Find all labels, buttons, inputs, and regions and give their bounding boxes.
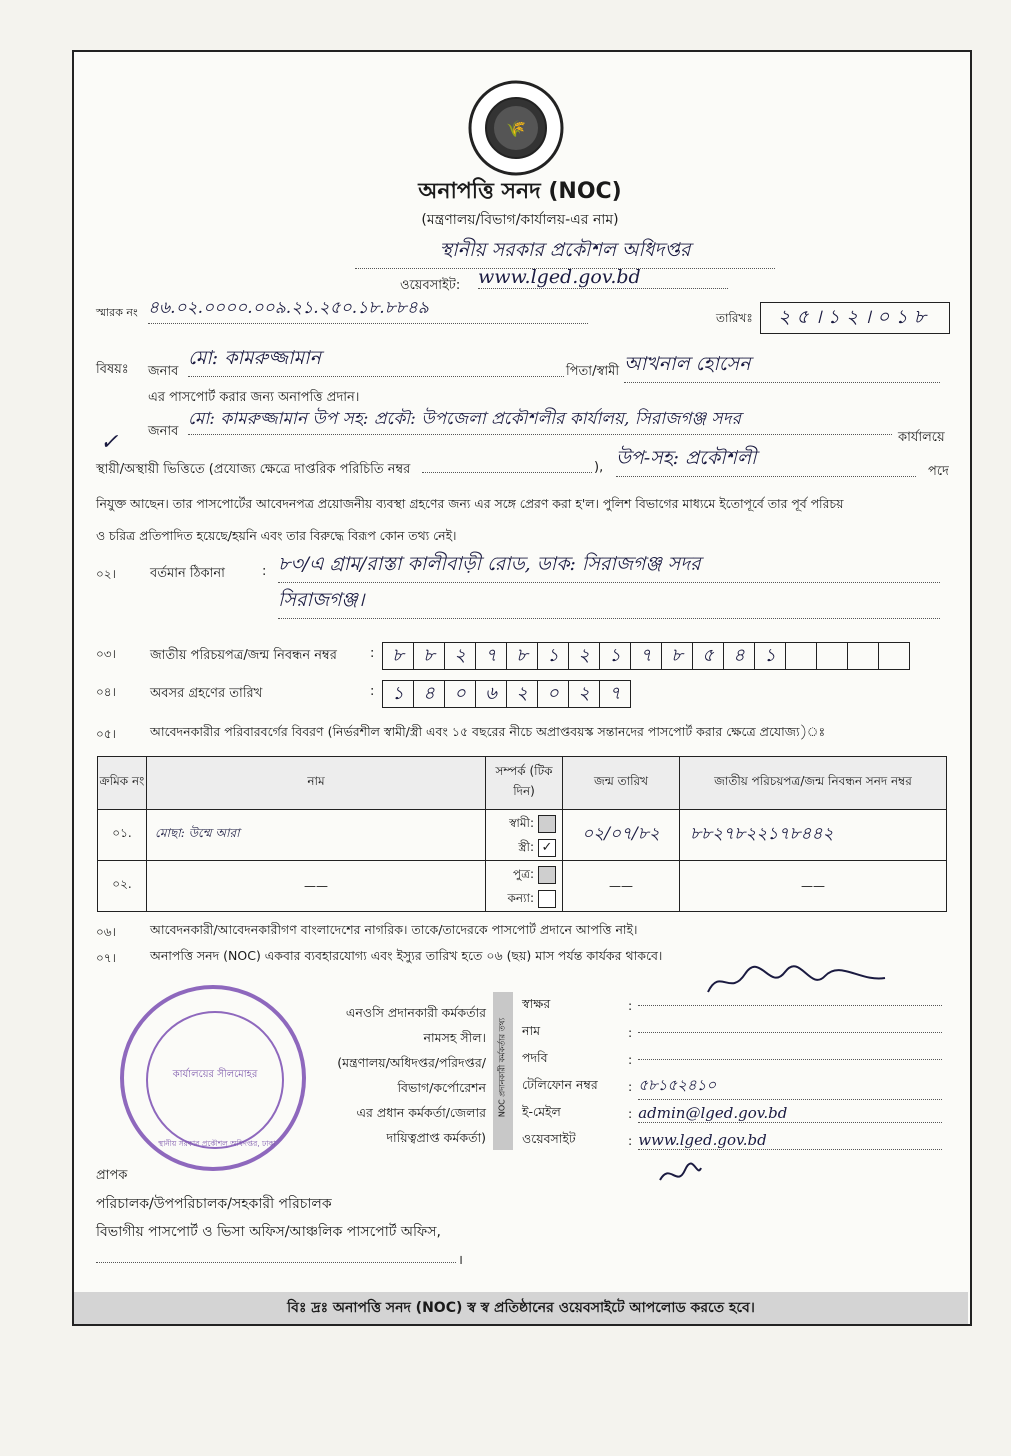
nid-label: জাতীয় পরিচয়পত্র/জন্ম নিবন্ধন নম্বর [150,648,337,663]
colon: : [262,564,267,579]
sig-field-website: ওয়েবসাইট : www.lged.gov.bd [522,1127,942,1154]
checkmark: ✓ [100,430,119,455]
stamp-text: কার্যালয়ের সীলমোহর [172,1069,258,1080]
digit-box: ০ [538,680,569,708]
digit-box: ৭ [476,642,507,670]
subject-name: মো: কামরুজ্জামান [188,344,564,377]
col-name: নাম [147,757,486,810]
col-serial: ক্রমিক নং [98,757,147,810]
digit-box [817,642,848,670]
relation-option: পুত্র: [512,867,534,881]
digit-box: ৭ [631,642,662,670]
subject-mr-label: জনাব [148,364,179,379]
col-dob: জন্ম তারিখ [563,757,680,810]
item-05-number: ০৫। [96,727,116,741]
signatory-description [300,1000,486,1150]
date-value: ২৫।১২।০১৮ [760,302,950,334]
relation-option: কন্যা: [507,891,534,905]
field-label: ই-মেইল [522,1103,561,1119]
family-table [97,756,947,912]
field-value [638,1005,942,1006]
relation-option: স্বামী: [509,816,534,830]
digit-box: ২ [569,680,600,708]
field-value: www.lged.gov.bd [638,1131,942,1150]
sig-field-name: নাম : [522,1019,942,1046]
address-label: বর্তমান ঠিকানা [150,566,225,581]
memo-label: স্মারক নং [96,306,138,319]
sig-desc-line: (মন্ত্রণালয়/অধিদপ্তর/পরিদপ্তর/ [337,1055,486,1070]
footer-note: বিঃ দ্রঃ অনাপত্তি সনদ (NOC) স্ব স্ব প্রতিষ্ঠানের ওয়েবসাইটে আপলোড করতে হবে। [287,1300,755,1316]
relation-checkbox[interactable] [538,815,556,833]
item-02-number: ০২। [96,567,116,581]
row-name: —— [147,861,486,912]
paren-close: ), [594,460,604,475]
nid-digit-boxes [382,642,910,670]
declaration-06: আবেদনকারী/আবেদনকারীগণ বাংলাদেশের নাগরিক। তাকে/তাদেরকে পাসপোর্ট প্রদানে আপত্তি নাই। [150,922,638,937]
retirement-digit-boxes [382,680,631,708]
item-06-number: ০৬। [96,925,116,939]
sig-field-designation: পদবি : [522,1046,942,1073]
relation-checkbox[interactable] [538,890,556,908]
office-name: স্থানীয় সরকার প্রকৌশল অধিদপ্তর [355,236,775,269]
digit-box: ৮ [662,642,693,670]
row-serial: ০১. [98,810,147,861]
item-07-number: ০৭। [96,951,116,965]
address-line2: সিরাজগঞ্জ। [278,586,940,619]
table-row [98,810,947,861]
digit-box: ২ [445,642,476,670]
official-id-blank [422,472,592,473]
website-value: www.lged.gov.bd [478,266,728,289]
field-value: admin@lged.gov.bd [638,1104,942,1123]
recipient-label: প্রাপক [96,1168,128,1183]
digit-box: ৬ [476,680,507,708]
row-nid: ৮৮২৭৮২২১৭৮৪৪২ [680,810,947,861]
svg-text:🌾: 🌾 [506,119,526,138]
table-row [98,861,947,912]
post-suffix: পদে [928,464,949,479]
retirement-label: অবসর গ্রহণের তারিখ [150,686,263,701]
digit-box: ৫ [693,642,724,670]
item-03-number: ০৩। [96,647,116,661]
digit-box: ৮ [507,642,538,670]
row-name: মোছা: উম্মে আরা [147,810,486,861]
field-value [638,1032,942,1033]
row-nid: —— [680,861,947,912]
date-label: তারিখঃ [716,311,753,325]
designation-value: উপ-সহ: প্রকৌশলী [616,444,916,477]
relation-checkbox[interactable] [538,866,556,884]
colon: : [370,684,375,699]
digit-box [848,642,879,670]
field-label: টেলিফোন নম্বর [522,1076,598,1092]
row-serial: ০২. [98,861,147,912]
digit-box: ৮ [414,642,445,670]
sig-field-signature: স্বাক্ষর : [522,992,942,1019]
permanent-label: স্থায়ী/অস্থায়ী ভিত্তিতে (প্রযোজ্য ক্ষেত্রে দাপ্তরিক পরিচিতি নম্বর [96,462,411,477]
digit-box: ১ [538,642,569,670]
recipient-line1: পরিচালক/উপপরিচালক/সহকারী পরিচালক [96,1196,332,1212]
sig-field-phone: টেলিফোন নম্বর : ৫৮১৫২৪১০ [522,1073,942,1100]
col-nid: জাতীয় পরিচয়পত্র/জন্ম নিবন্ধন সনদ নম্বর [680,757,947,810]
digit-box: ১ [600,642,631,670]
vertical-text: NOC প্রদানকারী কর্মকর্তার তথ্য [497,1017,507,1118]
sig-desc-line: এনওসি প্রদানকারী কর্মকর্তার [345,1005,486,1020]
subject-line2: এর পাসপোর্ট করার জন্য অনাপত্তি প্রদান। [148,390,360,405]
digit-box: ২ [569,642,600,670]
row-dob: ০২/০৭/৮২ [563,810,680,861]
sig-desc-line: দায়িত্বপ্রাপ্ত কর্মকর্তা) [386,1130,486,1145]
recipient-line2: বিভাগীয় পাসপোর্ট ও ভিসা অফিস/আঞ্চলিক পাসপোর্ট অফিস, [96,1224,441,1240]
row-relation [486,861,563,912]
handwritten-signature [700,962,890,1002]
body-mr-label: জনাব [148,424,179,439]
initials-signature [655,1160,705,1190]
memo-number: ৪৬.০২.০০০০.০০৯.২১.২৫০.১৮.৮৮৪৯ [148,295,588,324]
row-dob: —— [563,861,680,912]
body-name-designation: মো: কামরুজ্জামান উপ সহ: প্রকৌ: উপজেলা প্রকৌশলীর কার্যালয়, সিরাজগঞ্জ সদর [188,406,892,435]
relation-checkbox[interactable]: ✓ [538,839,556,857]
field-label: ওয়েবসাইট [522,1130,576,1146]
page-title: অনাপত্তি সনদ (NOC) [418,179,622,204]
father-label: পিতা/স্বামী [566,364,620,379]
row-relation [486,810,563,861]
footer-note-bar [74,1292,968,1324]
office-stamp [120,985,306,1171]
col-relation: সম্পর্ক (টিক দিন) [486,757,563,810]
digit-box: ৪ [724,642,755,670]
digit-box [786,642,817,670]
subject-label: বিষয়ঃ [96,362,129,377]
digit-box: ৭ [600,680,631,708]
website-label: ওয়েবসাইট: [400,278,461,293]
father-name: আখনাল হোসেন [624,350,940,383]
item-04-number: ০৪। [96,685,116,699]
signatory-fields [522,992,942,1154]
digit-box: ১ [755,642,786,670]
digit-box: ০ [445,680,476,708]
family-label: আবেদনকারীর পরিবারবর্গের বিবরণ (নির্ভরশীল স্বামী/স্ত্রী এবং ১৫ বছরের নীচে অপ্রাপ্তবয়স্ক সন্তানদের পাসপোর্ট করার ক্ষেত্রে প্রযোজ্য)ঃ [150,724,826,739]
digit-box [879,642,910,670]
office-suffix: কার্যালয়ে [898,430,945,445]
sig-field-email: ই-মেইল : admin@lged.gov.bd [522,1100,942,1127]
recipient-end-mark: । [458,1253,463,1268]
body-para1: নিযুক্ত আছেন। তার পাসপোর্টের আবেদনপত্র প্রয়োজনীয় ব্যবস্থা গ্রহণের জন্য এর সঙ্গে প্রেরণ করা হ'ল। পুলিশ বিভাগের মাধ্যমে ইতোপূর্বে তার পূর্ব পরিচয় [96,496,844,511]
field-label: স্বাক্ষর [522,995,551,1011]
field-value: ৫৮১৫২৪১০ [638,1074,942,1100]
declaration-07: অনাপত্তি সনদ (NOC) একবার ব্যবহারযোগ্য এবং ইস্যুর তারিখ হতে ০৬ (ছয়) মাস পর্যন্ত কার্যকর থাকবে। [150,948,663,963]
colon: : [370,646,375,661]
digit-box: ২ [507,680,538,708]
field-label: নাম [522,1022,541,1038]
sig-desc-line: নামসহ সীল। [423,1030,486,1045]
ministry-subtitle: (মন্ত্রণালয়/বিভাগ/কার্যালয়-এর নাম) [421,212,619,228]
sig-desc-line: এর প্রধান কর্মকর্তা/জেলার [356,1105,486,1120]
government-seal [466,78,566,178]
relation-option: স্ত্রী: [518,840,534,854]
digit-box: ১ [382,680,414,708]
recipient-blank-line [96,1262,456,1263]
address-line1: ৮৩/এ গ্রাম/রাস্তা কালীবাড়ী রোড, ডাক: সিরাজগঞ্জ সদর [278,550,940,583]
field-value [638,1059,942,1060]
sig-desc-line: বিভাগ/কর্পোরেশন [397,1080,486,1095]
digit-box: ৮ [382,642,414,670]
field-label: পদবি [522,1049,548,1065]
digit-box: ৪ [414,680,445,708]
body-para2: ও চরিত্র প্রতিপাদিত হয়েছে/হয়নি এবং তার বিরুদ্ধে বিরূপ কোন তথ্য নেই। [96,528,457,543]
stamp-ring-text: স্থানীয় সরকার প্রকৌশল অধিদপ্তর, ঢাকা [158,1139,276,1148]
vertical-bar [493,992,513,1150]
